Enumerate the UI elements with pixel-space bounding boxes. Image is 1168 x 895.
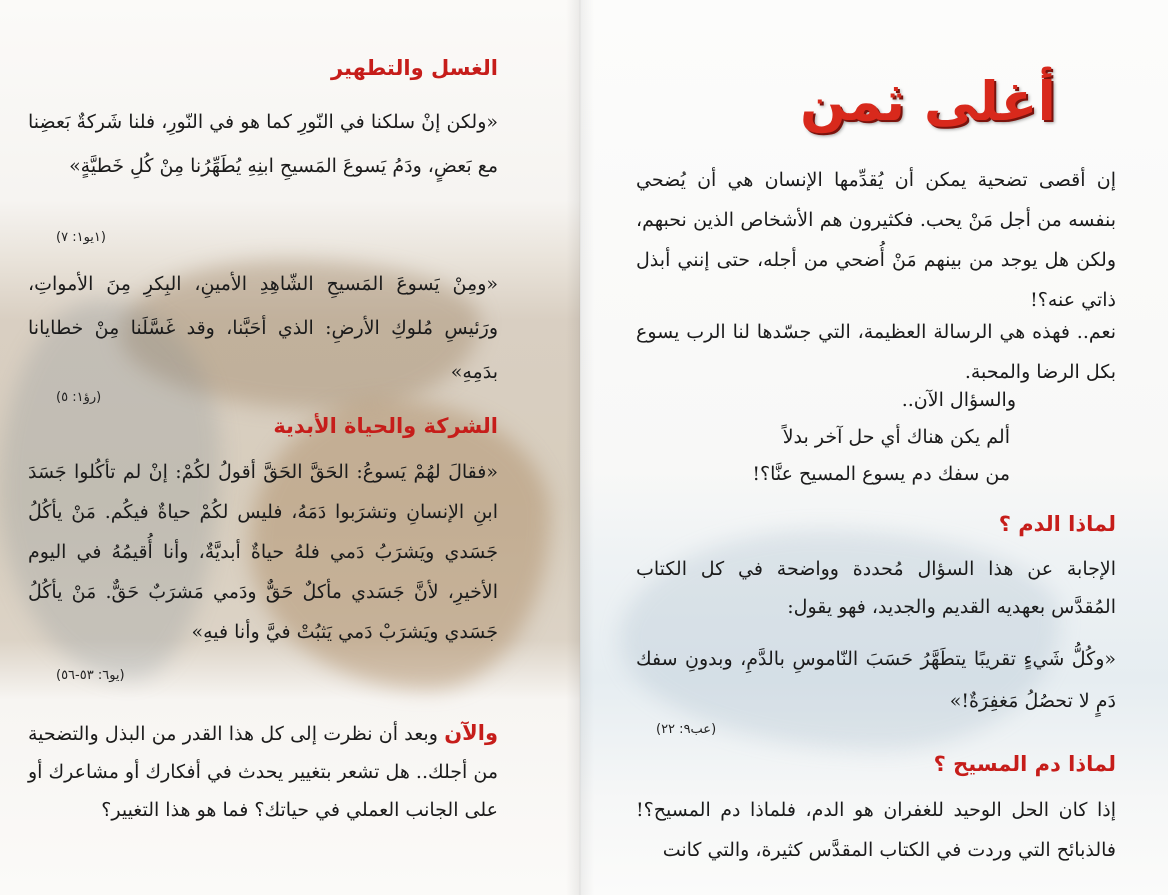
question-line-3: من سفك دم يسوع المسيح عنَّا؟! bbox=[752, 463, 1010, 485]
why-blood-verse: «وكُلُّ شَيءٍ تقريبًا يتطَهَّرُ حَسَبَ النّاموسِ بالدَّمِ، وبدونِ سفك دَمٍ لا تحصُلُ مَغفِرَةٌ!» bbox=[636, 648, 1116, 712]
yes-paragraph: نعم.. فهذه هي الرسالة العظيمة، التي جسّدها لنا الرب يسوع بكل الرضا والمحبة. bbox=[636, 321, 1116, 383]
verse-communion: «فقالَ لهُمْ يَسوعُ: الحَقَّ الحَقَّ أقولُ لكُمْ: إنْ لم تأكُلوا جَسَدَ ابنِ الإنسانِ وتشرَبوا دَمَهُ، فليس لكُمْ حياةٌ فيكُم. مَنْ يأكُلُ جَسَدي ويَشرَبُ دَمي فلهُ حياةٌ أبديَّةٌ، وأنا أُقيمُهُ في اليوم الأخيرِ، لأنَّ جَسَدي مأكلٌ حَقٌّ ودَمي مَشرَبٌ حَقٌّ. مَنْ يأكُلُ جَسَدي ويَشرَبْ دَمي يَثبُتْ فيَّ وأنا فيهِ» bbox=[28, 461, 498, 643]
verse-washing-1: «ولكن إنْ سلكنا في النّورِ كما هو في النّورِ، فلنا شَركةٌ بَعضِنا مع بَعضٍ، ودَمُ يَسوعَ المَسيحِ ابنِهِ يُطَهِّرُنا مِنْ كُلِ خَطيَّةٍ» bbox=[28, 111, 498, 177]
page-fold bbox=[566, 0, 594, 895]
ref-communion: (يو٦: ٥٣-٥٦) bbox=[56, 668, 125, 683]
now-paragraph bbox=[28, 714, 498, 829]
why-christ-text: إذا كان الحل الوحيد للغفران هو الدم، فلماذا دم المسيح؟! فالذبائح التي وردت في الكتاب المقدَّس كثيرة، والتي كانت bbox=[636, 799, 1116, 861]
why-blood-text: الإجابة عن هذا السؤال مُحددة وواضحة في كل الكتاب المُقدَّس بعهديه القديم والجديد، فهو يقول: bbox=[636, 558, 1116, 618]
heading-washing: الغسل والتطهير bbox=[330, 56, 498, 80]
question-line-1: والسؤال الآن.. bbox=[901, 389, 1016, 411]
heading-communion: الشركة والحياة الأبدية bbox=[273, 414, 498, 438]
ref-washing-2: (رؤ١: ٥) bbox=[56, 390, 102, 405]
question-line-2: ألم يكن هناك أي حل آخر بدلاً bbox=[782, 426, 1010, 448]
now-text: وبعد أن نظرت إلى كل هذا القدر من البذل والتضحية من أجلك.. هل تشعر بتغيير يحدث في أفكارك أو مشاعرك أو على الجانب العملي في حياتك؟ فما هو هذا التغيير؟ bbox=[28, 723, 498, 821]
right-page bbox=[580, 0, 1168, 895]
intro-paragraph: إن أقصى تضحية يمكن أن يُقدِّمها الإنسان هي أن يُضحي بنفسه من أجل مَنْ يحب. فكثيرون هم الأشخاص الذين نحبهم، ولكن هل يوجد من بينهم مَنْ أُضحي من أجله، حتى إنني أبذل ذاتي عنه؟! bbox=[636, 169, 1116, 311]
verse-washing-2: «ومِنْ يَسوعَ المَسيحِ الشّاهِدِ الأمينِ، البِكرِ مِنَ الأمواتِ، ورَئيسِ مُلوكِ الأرضِ: الذي أحَبَّنا، وقد غَسَّلَنا مِنْ خطايانا بدَمِهِ» bbox=[28, 273, 498, 383]
heading-why-blood: لماذا الدم ؟ bbox=[998, 512, 1116, 536]
page-title: أغلى ثمن bbox=[800, 70, 1056, 133]
heading-why-christ: لماذا دم المسيح ؟ bbox=[933, 752, 1116, 776]
question-lines bbox=[656, 382, 1016, 493]
ref-washing-1: (١يو١: ٧) bbox=[56, 230, 106, 245]
left-page bbox=[0, 0, 580, 895]
ref-why-blood: (عب٩: ٢٢) bbox=[656, 722, 717, 737]
now-lead: والآن bbox=[444, 721, 498, 745]
